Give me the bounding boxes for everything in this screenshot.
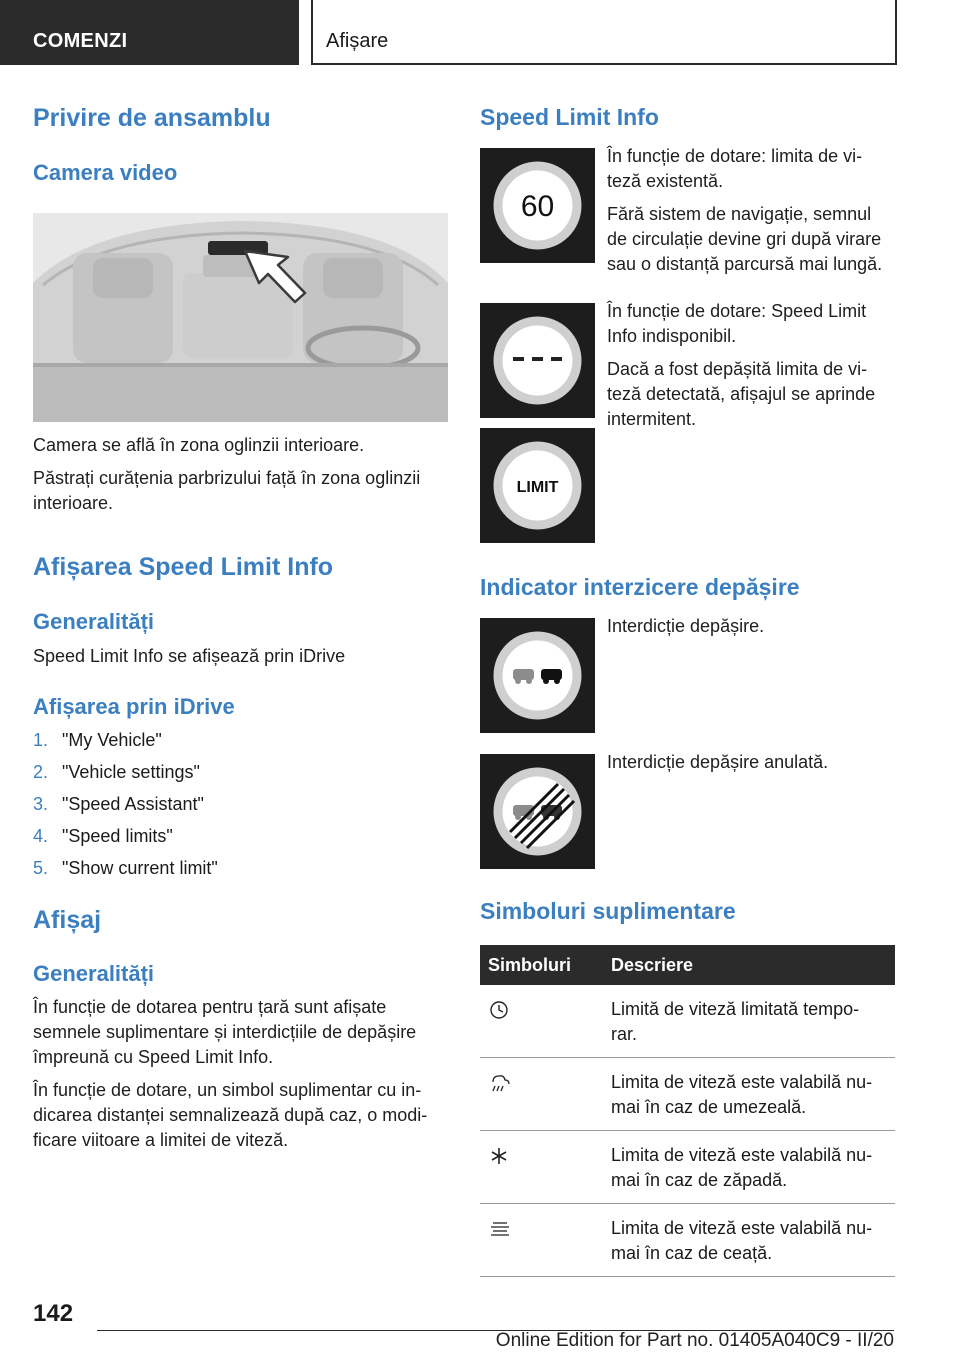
chapter-tab — [0, 0, 299, 65]
afisaj-text-1c: împreună cu Speed Limit Info. — [33, 1047, 274, 1067]
overtake-end-text: Interdicție depășire anulată. — [607, 752, 829, 772]
fog-icon — [488, 1218, 512, 1240]
sli-text-b2: de circulație devine gri după virare — [607, 229, 882, 249]
afisaj-text-2b: dicarea distanței semnalizează după caz, o modi- — [33, 1105, 428, 1125]
limit-exceeded-sign — [480, 428, 595, 543]
symbols-heading: Simboluri suplimentare — [480, 898, 736, 924]
topic-label: Afișare — [326, 30, 389, 52]
overtake-no-text: Interdicție depășire. — [607, 616, 765, 636]
camera-clean-text-line1: Păstrați curățenia parbrizului față în zona oglinzii — [33, 468, 421, 488]
idrive-heading: Afișarea prin iDrive — [33, 694, 235, 719]
sli-text-a1: În funcție de dotare: limita de vi- — [607, 146, 863, 166]
snowflake-icon — [488, 1145, 510, 1167]
no-overtaking-sign — [480, 618, 595, 733]
end-no-overtaking-sign — [480, 754, 595, 869]
row-desc-line1: Limita de viteză este valabilă nu- — [611, 1145, 873, 1165]
sli-text-b3: sau o distanță parcursă mai lungă. — [607, 254, 883, 274]
sli-text-b1: Fără sistem de navigație, semnul — [607, 204, 872, 224]
sli-text-c1: În funcție de dotare: Speed Limit — [607, 301, 867, 321]
chapter-label: COMENZI — [33, 30, 128, 52]
sign-limit-text: LIMIT — [516, 479, 559, 496]
list-item: 1. "My Vehicle" — [33, 730, 162, 750]
table-row — [480, 1131, 895, 1204]
afisaj-text-1b: semnele suplimentare și interdicțiile de depășire — [33, 1022, 417, 1042]
col-description-header: Descriere — [603, 945, 895, 985]
row-desc-line1: Limita de viteză este valabilă nu- — [611, 1072, 873, 1092]
overview-heading: Privire de ansamblu — [33, 104, 271, 132]
row-desc-line1: Limita de viteză este valabilă nu- — [611, 1218, 873, 1238]
row-desc-line2: mai în caz de umezeală. — [611, 1097, 807, 1117]
list-item: 3. "Speed Assistant" — [33, 794, 204, 814]
afisaj-text-2a: În funcție de dotare, un simbol suplimentar cu in- — [33, 1080, 422, 1100]
idrive-steps-list — [33, 728, 218, 888]
camera-heading: Camera video — [33, 160, 178, 185]
table-row — [480, 1058, 895, 1131]
general-text: Speed Limit Info se afișează prin iDrive — [33, 646, 346, 666]
edition-text: Online Edition for Part no. 01405A040C9 - II/20 — [495, 1330, 894, 1351]
col-symbols-header: Simboluri — [480, 945, 603, 985]
list-item: 5. "Show current limit" — [33, 858, 218, 878]
sli-text-a2: teză existentă. — [607, 171, 724, 191]
row-desc-line1: Limită de viteză limitată tempo- — [611, 999, 860, 1019]
sli-text-d1: Dacă a fost depășită limita de vi- — [607, 359, 868, 379]
camera-clean-text-line2: interioare. — [33, 493, 114, 513]
sli-text-d2: teză detectată, afișajul se aprinde — [607, 384, 876, 404]
sli-heading: Speed Limit Info — [480, 104, 659, 130]
row-desc-line2: mai în caz de ceață. — [611, 1243, 773, 1263]
rain-icon — [488, 1072, 512, 1094]
sli-text-c2: Info indisponibil. — [607, 326, 737, 346]
sign-60-text: 60 — [520, 190, 555, 223]
camera-location-text: Camera se află în zona oglinzii interioare. — [33, 435, 365, 455]
list-item: 2. "Vehicle settings" — [33, 762, 200, 782]
general-heading: Generalități — [33, 609, 155, 634]
table-header-row — [480, 945, 895, 985]
row-desc-line2: mai în caz de zăpadă. — [611, 1170, 788, 1190]
page-number: 142 — [33, 1300, 74, 1327]
topic-tab — [311, 0, 897, 65]
camera-location-illustration — [33, 213, 448, 422]
display-sli-heading: Afișarea Speed Limit Info — [33, 553, 334, 581]
row-desc-line2: rar. — [611, 1024, 638, 1044]
list-item: 4. "Speed limits" — [33, 826, 173, 846]
table-row — [480, 985, 895, 1058]
overtake-heading: Indicator interzicere depășire — [480, 574, 800, 600]
speed-limit-60-sign — [480, 148, 595, 263]
afisaj-text-1a: În funcție de dotarea pentru țară sunt afișate — [33, 997, 387, 1017]
symbols-table — [480, 945, 895, 1277]
general-heading-2: Generalități — [33, 961, 155, 986]
table-row — [480, 1204, 895, 1277]
afisaj-heading: Afișaj — [33, 906, 102, 934]
speed-limit-unavailable-sign — [480, 303, 595, 418]
afisaj-text-2c: ficare viitoare a limitei de viteză. — [33, 1130, 289, 1150]
clock-icon — [488, 999, 510, 1021]
sli-text-d3: intermitent. — [607, 409, 697, 429]
